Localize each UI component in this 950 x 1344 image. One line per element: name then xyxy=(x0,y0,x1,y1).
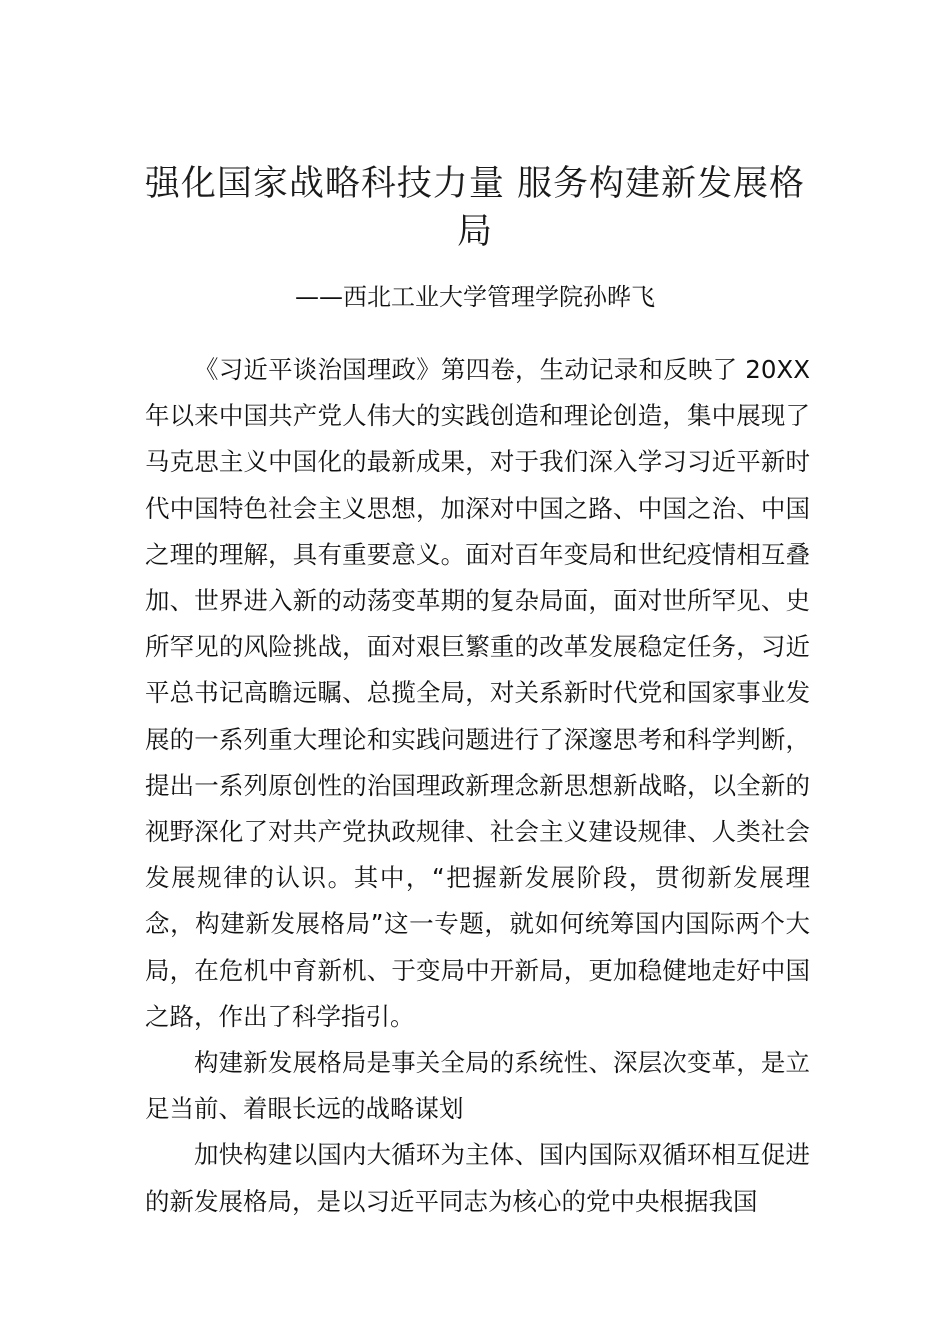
paragraph: 构建新发展格局是事关全局的系统性、深层次变革，是立足当前、着眼长远的战略谋划 xyxy=(145,1048,810,1124)
title-line-2: 局 xyxy=(456,212,493,252)
document-body xyxy=(145,347,810,1225)
paragraph: 加快构建以国内大循环为主体、国内国际双循环相互促进的新发展格局，是以习近平同志为核心的党中央根据我国 xyxy=(145,1140,810,1216)
paragraph: 《习近平谈治国理政》第四卷，生动记录和反映了 20XX 年以来中国共产党人伟大的实践创造和理论创造，集中展现了马克思主义中国化的最新成果，对于我们深入学习习近平新时代中国特色社会主义思想，加深对中国之路、中国之治、中国之理的理解，具有重要意义。面对百年变局和世纪疫情相互叠加、世界进入新的动荡变革期的复杂局面，面对世所罕见、史所罕见的风险挑战，面对艰巨繁重的改革发展稳定任务，习近平总书记高瞻远瞩、总揽全局，对关系新时代党和国家事业发展的一系列重大理论和实践问题进行了深邃思考和科学判断，提出一系列原创性的治国理政新理念新思想新战略，以全新的视野深化了对共产党执政规律、社会主义建设规律、人类社会发展规律的认识。其中，“把握新发展阶段，贯彻新发展理念，构建新发展格局”这一专题，就如何统筹国内国际两个大局，在危机中育新机、于变局中开新局，更加稳健地走好中国之路，作出了科学指引。 xyxy=(145,355,810,1031)
document-subtitle: ——西北工业大学管理学院孙晔飞 xyxy=(295,283,655,311)
title-line-1: 强化国家战略科技力量 服务构建新发展格 xyxy=(144,164,806,204)
document-title xyxy=(130,160,820,256)
